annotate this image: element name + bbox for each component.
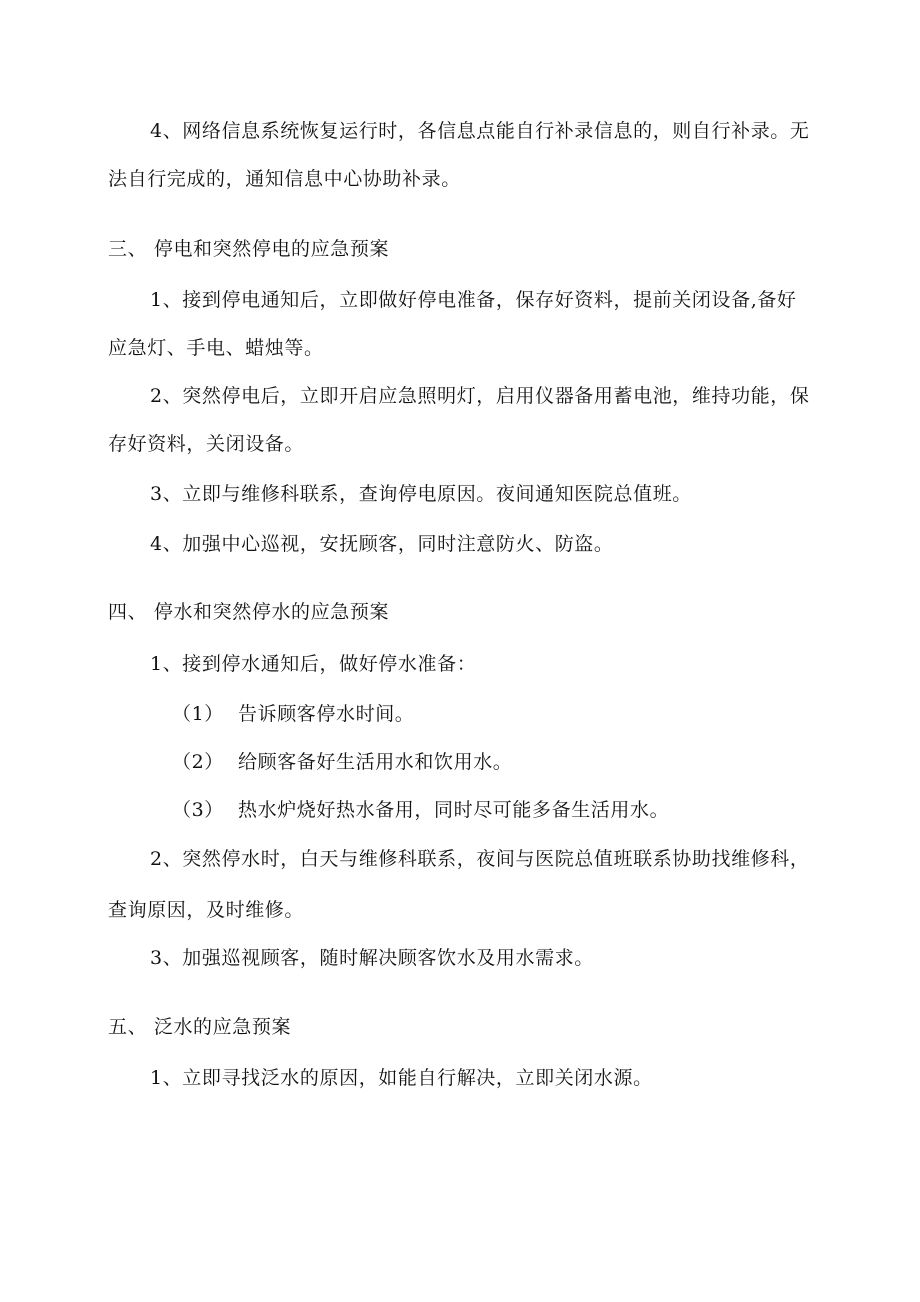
section4-item1: 1、接到停水通知后，做好停水准备： <box>150 653 477 675</box>
section3-item3: 3、立即与维修科联系，查询停电原因。夜间通知医院总值班。 <box>150 483 692 505</box>
section4-subitem1-text: 告诉顾客停水时间。 <box>238 703 415 725</box>
section4-item3: 3、加强巡视顾客，随时解决顾客饮水及用水需求。 <box>150 947 594 969</box>
section4-item2-line1: 2、突然停水时，白天与维修科联系，夜间与医院总值班联系协助找维修科， <box>150 848 810 870</box>
section3-item2-line1: 2、突然停电后，立即开启应急照明灯，启用仪器备用蓄电池，维持功能，保 <box>150 385 810 407</box>
section4-subitem3-text: 热水炉烧好热水备用，同时尽可能多备生活用水。 <box>238 799 670 821</box>
section3-item2-line2: 存好资料，关闭设备。 <box>108 433 305 455</box>
section4-heading: 四、 停水和突然停水的应急预案 <box>108 601 390 623</box>
section4-subitem2-number: （2） <box>172 751 224 773</box>
section5-item1: 1、立即寻找泛水的原因，如能自行解决，立即关闭水源。 <box>150 1067 653 1089</box>
section4-subitem2-text: 给顾客备好生活用水和饮用水。 <box>238 751 513 773</box>
section3-item1-line1: 1、接到停电通知后，立即做好停电准备，保存好资料，提前关闭设备,备好 <box>150 289 797 311</box>
section4-subitem1-number: （1） <box>172 703 224 725</box>
section5-heading: 五、 泛水的应急预案 <box>108 1016 292 1038</box>
section4-subitem3-number: （3） <box>172 799 224 821</box>
network-item4-line1: 4、网络信息系统恢复运行时，各信息点能自行补录信息的，则自行补录。无 <box>150 120 810 142</box>
network-item4-line2: 法自行完成的，通知信息中心协助补录。 <box>108 168 461 190</box>
section3-item1-line2: 应急灯、手电、蜡烛等。 <box>108 337 324 359</box>
section3-heading: 三、 停电和突然停电的应急预案 <box>108 238 390 260</box>
section4-item2-line2: 查询原因，及时维修。 <box>108 899 305 921</box>
section3-item4: 4、加强中心巡视，安抚顾客，同时注意防火、防盗。 <box>150 533 614 555</box>
